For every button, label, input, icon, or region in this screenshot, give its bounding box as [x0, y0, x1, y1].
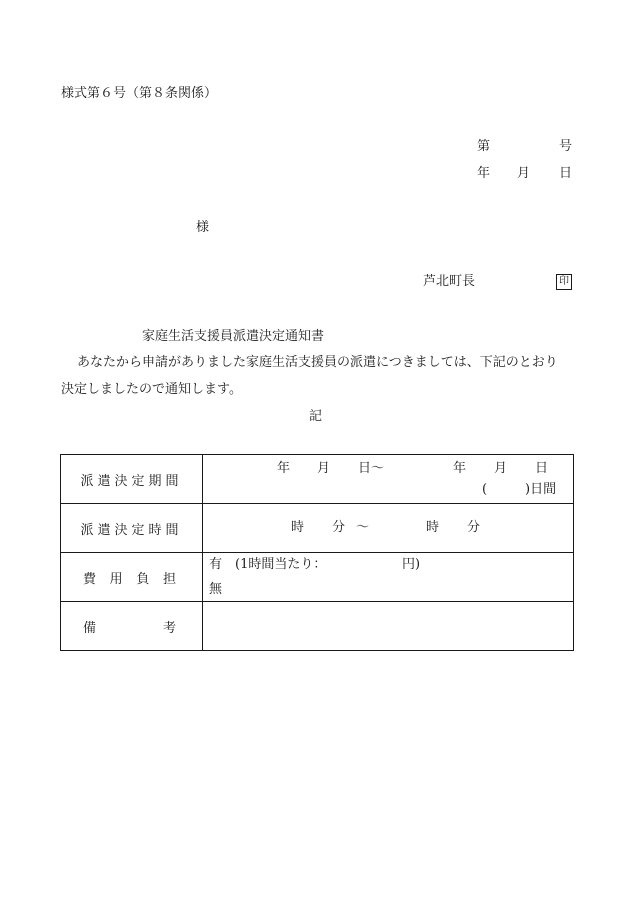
cost-label-char: 費 — [83, 571, 101, 587]
cost-yes-option: 有 (1時間当たり： — [209, 557, 327, 572]
time-to-minute: 分 — [467, 520, 481, 535]
document-number-suffix: 号 — [559, 139, 573, 154]
cost-yen-suffix: 円) — [402, 557, 421, 572]
addressee-honorific: 様 — [196, 220, 210, 235]
document-title: 家庭生活支援員派遣決定通知書 — [142, 329, 325, 344]
remarks-label-char: 備 — [83, 620, 101, 636]
period-from-month: 月 — [317, 461, 331, 476]
period-days-suffix: )日間 — [525, 482, 557, 497]
dispatch-details-table — [60, 454, 574, 651]
ki-heading: 記 — [309, 409, 323, 424]
cost-no-option: 無 — [209, 582, 223, 597]
time-label: 派遣決定時間 — [61, 504, 203, 553]
period-label: 派遣決定期間 — [61, 455, 203, 504]
table-row-cost — [61, 553, 574, 602]
time-from-hour: 時 — [291, 520, 305, 535]
form-label: 様式第６号（第８条関係） — [61, 86, 218, 101]
body-text-line-1: あなたから申請がありました家庭生活支援員の派遣につきましては、下記のとおり — [77, 355, 558, 370]
time-value-cell[interactable] — [203, 504, 574, 553]
issue-date-day-label: 日 — [559, 166, 573, 181]
seal-stamp-icon: 印 — [556, 274, 572, 290]
table-row-time — [61, 504, 574, 553]
cost-label-char: 用 — [109, 571, 127, 587]
remarks-label — [61, 602, 203, 651]
cost-label — [61, 553, 203, 602]
period-days-paren-open: ( — [482, 482, 488, 497]
remarks-label-char: 考 — [162, 620, 180, 636]
issuer-name: 芦北町長 — [423, 274, 476, 289]
issue-date-month-label: 月 — [517, 166, 531, 181]
period-from-year: 年 — [277, 461, 291, 476]
period-to-day: 日 — [535, 461, 549, 476]
time-to-hour: 時 — [426, 520, 440, 535]
period-value-cell[interactable] — [203, 455, 574, 504]
cost-label-char: 担 — [162, 571, 180, 587]
period-to-year: 年 — [453, 461, 467, 476]
cost-label-char: 負 — [136, 571, 154, 587]
table-row-remarks — [61, 602, 574, 651]
cost-value-cell[interactable] — [203, 553, 574, 602]
document-number-prefix: 第 — [477, 139, 491, 154]
time-from-minute: 分 — [332, 520, 346, 535]
period-from-day: 日〜 — [358, 461, 385, 476]
body-text-line-2: 決定しましたので通知します。 — [61, 382, 242, 397]
time-tilde: 〜 — [356, 520, 370, 535]
period-to-month: 月 — [494, 461, 508, 476]
table-row-period — [61, 455, 574, 504]
issue-date-year-label: 年 — [477, 166, 491, 181]
remarks-value-cell[interactable] — [203, 602, 574, 651]
